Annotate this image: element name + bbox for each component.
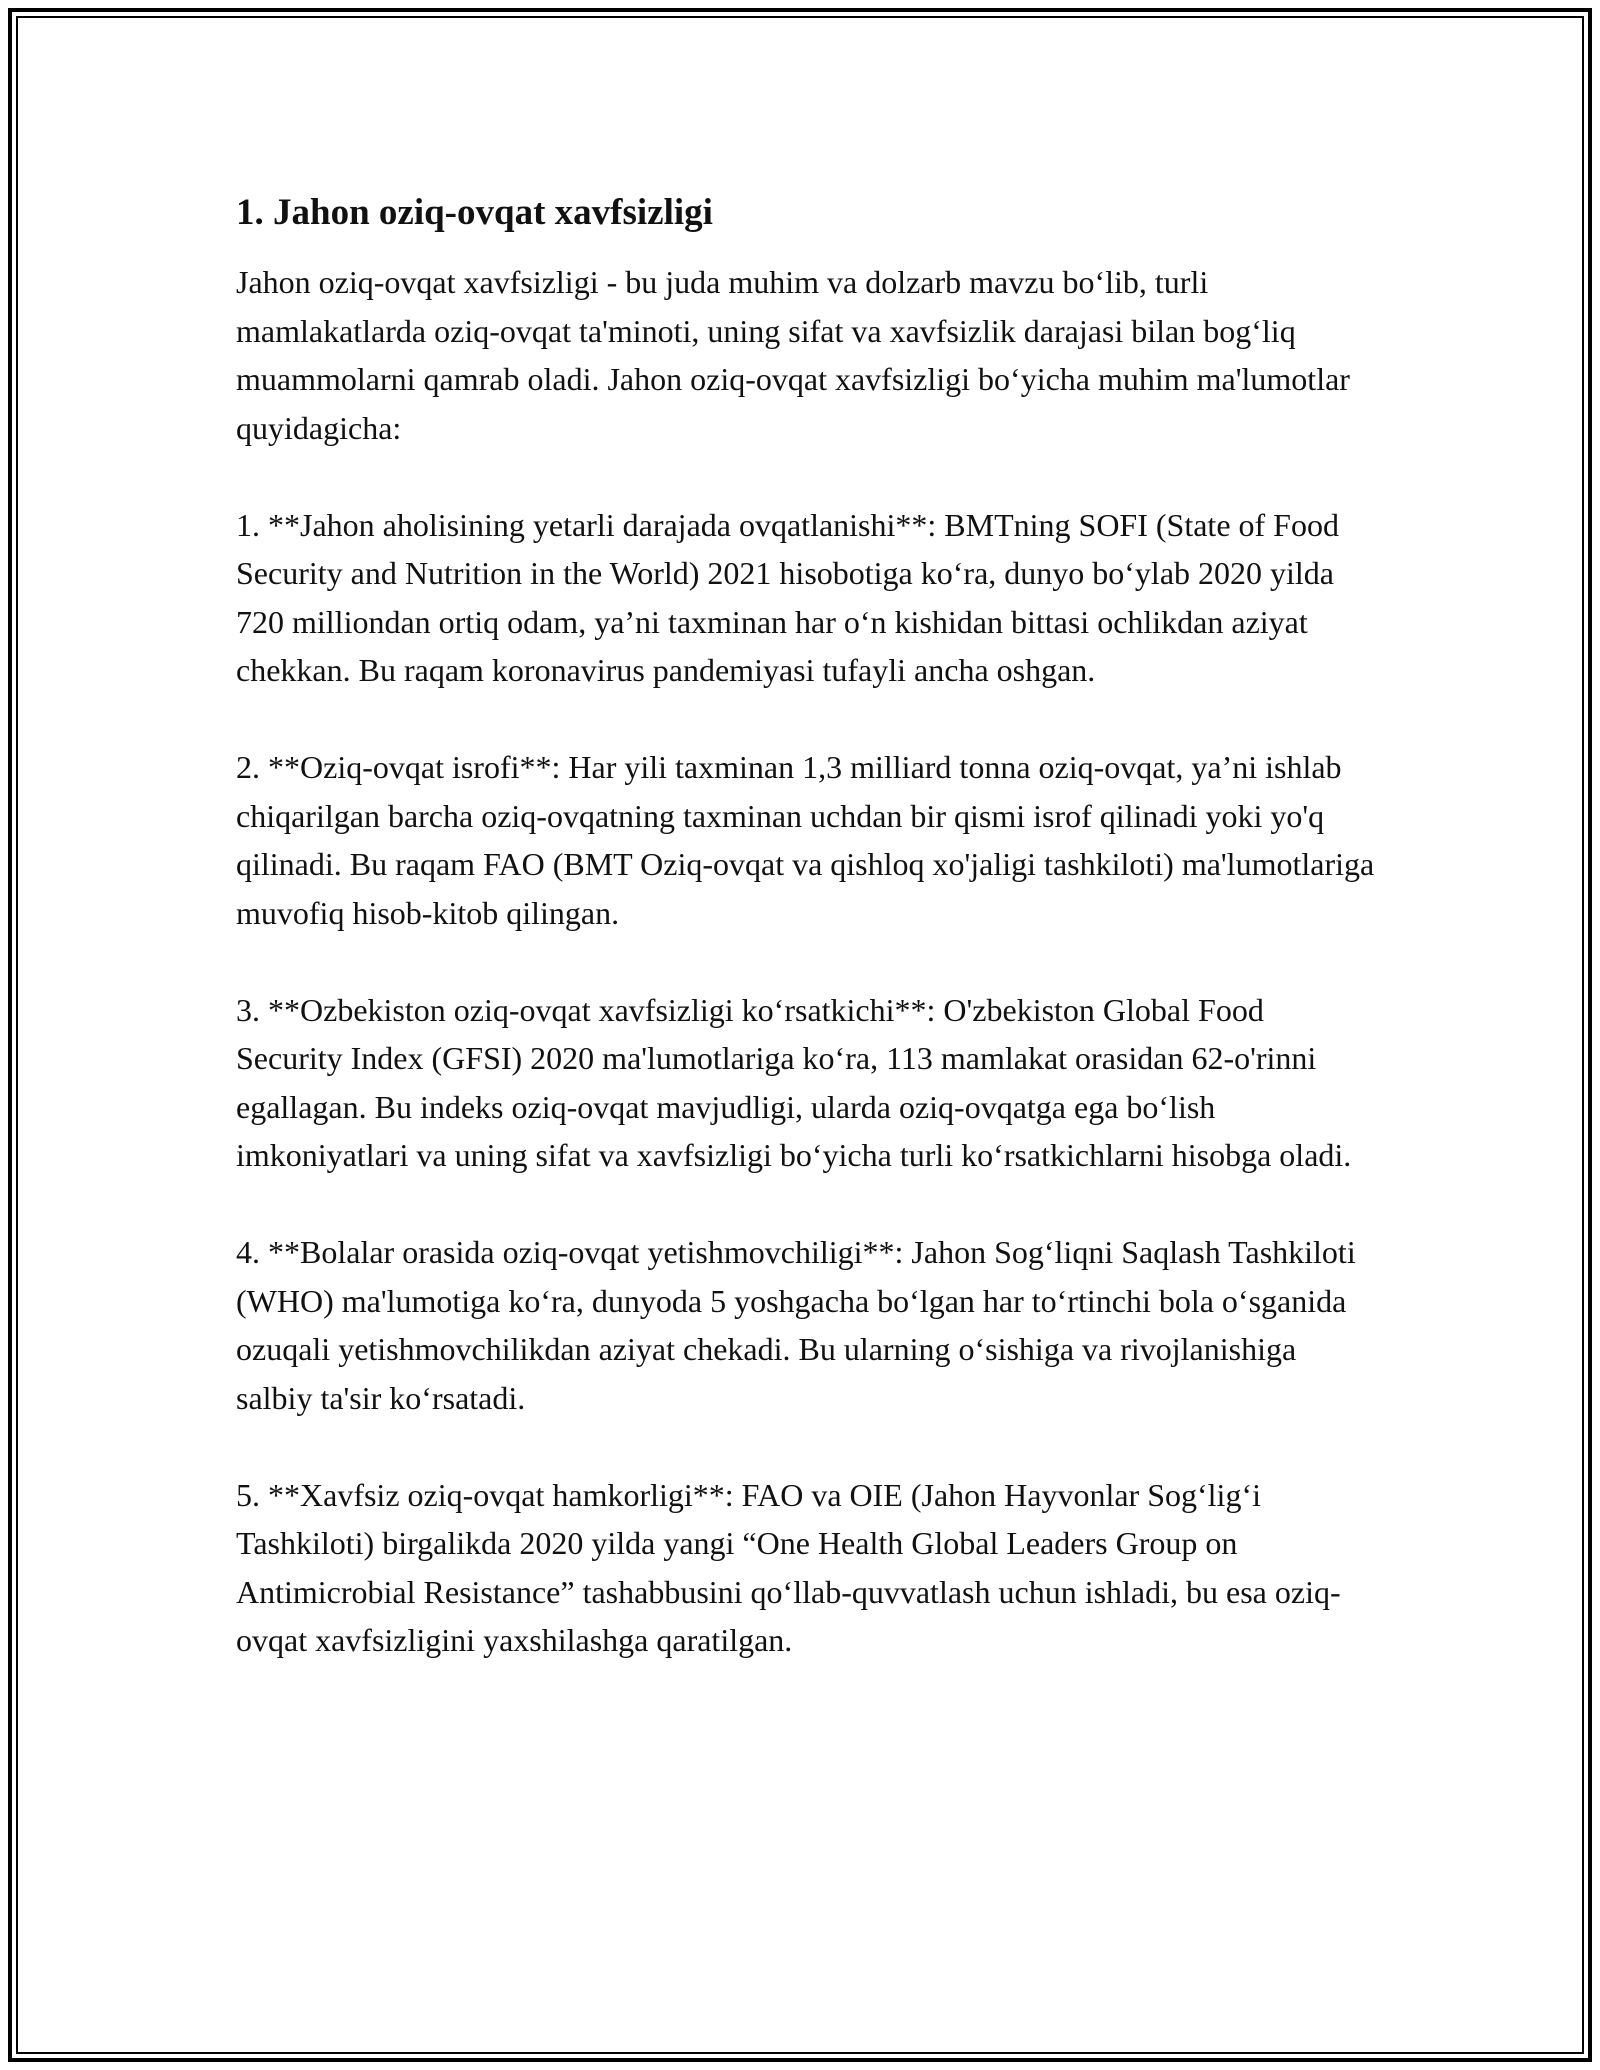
list-item-5: 5. **Xavfsiz oziq-ovqat hamkorligi**: FAO va OIE (Jahon Hayvonlar Sog‘lig‘i Tashkiloti) birgalikda 2020 yilda yangi “One Health Global Leaders Group on Antimicrobial Resistance” tashabbusini qo‘llab-quvvatlash uchun ishladi, bu esa oziq-ovqat xavfsizligini yaxshilashga qaratilgan. — [236, 1476, 1341, 1658]
list-item-3: 3. **Ozbekiston oziq-ovqat xavfsizligi ko‘rsatkichi**: O'zbekiston Global Food Security Index (GFSI) 2020 ma'lumotlariga ko‘ra, 113 mamlakat orasidan 62-o'rinni egallagan. Bu indeks oziq-ovqat mavjudligi, ularda oziq-ovqatga ega bo‘lish imkoniyatlari va uning sifat va xavfsizligi bo‘yicha turli ko‘rsatkichlarni hisobga oladi. — [236, 991, 1352, 1173]
list-item-1: 1. **Jahon aholisining yetarli darajada ovqatlanishi**: BMTning SOFI (State of Food Security and Nutrition in the World) 2021 hisobotiga ko‘ra, dunyo bo‘ylab 2020 yilda 720 milliondan ortiq odam, ya’ni taxminan har o‘n kishidan bittasi ochlikdan aziyat chekkan. Bu raqam koronavirus pandemiyasi tufayli ancha oshgan. — [236, 506, 1339, 688]
list-item-4: 4. **Bolalar orasida oziq-ovqat yetishmovchiligi**: Jahon Sog‘liqni Saqlash Tashkiloti (WHO) ma'lumotiga ko‘ra, dunyoda 5 yoshgacha bo‘lgan har to‘rtinchi bola o‘sganida ozuqali yetishmovchilikdan aziyat chekadi. Bu ularning o‘sishiga va rivojlanishiga salbiy ta'sir ko‘rsatadi. — [236, 1234, 1356, 1416]
document-body — [236, 188, 1376, 1713]
section-heading: 1. Jahon oziq-ovqat xavfsizligi — [236, 192, 713, 233]
list-item-2: 2. **Oziq-ovqat isrofi**: Har yili taxminan 1,3 milliard tonna oziq-ovqat, ya’ni ishlab chiqarilgan barcha oziq-ovqatning taxminan uchdan bir qismi isrof qilinadi yoki yo'q qilinadi. Bu raqam FAO (BMT Oziq-ovqat va qishloq xo'jaligi tashkiloti) ma'lumotlariga muvofiq hisob-kitob qilingan. — [236, 749, 1375, 931]
intro-paragraph: Jahon oziq-ovqat xavfsizligi - bu juda muhim va dolzarb mavzu bo‘lib, turli mamlakatlarda oziq-ovqat ta'minoti, uning sifat va xavfsizlik darajasi bilan bog‘liq muammolarni qamrab oladi. Jahon oziq-ovqat xavfsizligi bo‘yicha muhim ma'lumotlar quyidagicha: — [236, 264, 1350, 446]
